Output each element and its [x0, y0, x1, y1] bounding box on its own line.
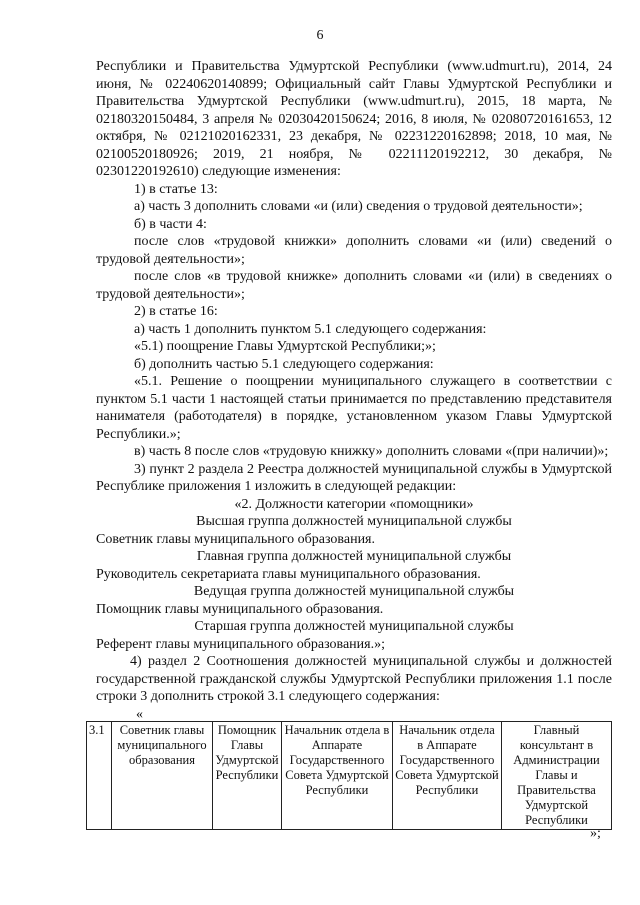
paragraph: 4) раздел 2 Соотношения должностей муниципальной службы и должностей государственной гражданской службы Удмуртской Республики приложения 1.1 после строки 3 дополнить строкой 3.1 следующего содержания:	[96, 654, 612, 704]
paragraph: а) часть 3 дополнить словами «и (или) сведения о трудовой деятельности»;	[134, 199, 583, 214]
paragraph: после слов «в трудовой книжке» дополнить словами «и (или) в сведениях о трудовой деятельности»;	[96, 269, 612, 302]
document-body	[96, 58, 612, 723]
paragraph: а) часть 1 дополнить пунктом 5.1 следующего содержания:	[134, 321, 487, 337]
position-line: Советник главы муниципального образования.	[96, 531, 375, 547]
table-cell: Начальник отдела в Аппарате Государственного Совета Удмуртской Республики	[393, 722, 502, 830]
position-line: Руководитель секретариата главы муниципального образования.	[96, 566, 481, 582]
insertion-table	[86, 721, 612, 830]
group-heading: Высшая группа должностей муниципальной службы	[196, 514, 512, 529]
paragraph: «5.1. Решение о поощрении муниципального служащего в соответствии с пунктом 5.1 части 1 настоящей статьи принимается по представлению представителя нанимателя (работодателя) в порядке, установленном указом Главы Удмуртской Республики.»;	[96, 374, 612, 442]
paragraph: 1) в статье 13:	[134, 181, 218, 197]
table-cell: Помощник Главы Удмуртской Республики	[213, 722, 282, 830]
table-cell: Начальник отдела в Аппарате Государственного Совета Удмуртской Республики	[282, 722, 393, 830]
section-heading: «2. Должности категории «помощники»	[234, 496, 474, 512]
opening-quote: «	[136, 706, 143, 722]
group-heading: Старшая группа должностей муниципальной службы	[194, 619, 514, 634]
table-cell: Главный консультант в Администрации Главы и Правительства Удмуртской Республики	[502, 722, 612, 830]
paragraph: б) в части 4:	[134, 216, 207, 232]
table-cell: 3.1	[87, 722, 112, 830]
closing-quote: »;	[590, 826, 601, 841]
paragraph: б) дополнить частью 5.1 следующего содержания:	[134, 356, 434, 372]
paragraph: «5.1) поощрение Главы Удмуртской Республики;»;	[134, 339, 436, 354]
paragraph: 2) в статье 16:	[134, 304, 218, 319]
paragraph: после слов «трудовой книжки» дополнить словами «и (или) сведений о трудовой деятельности»;	[96, 234, 612, 267]
table-row	[87, 722, 612, 830]
table-cell: Советник главы муниципального образования	[112, 722, 213, 830]
position-line: Помощник главы муниципального образования.	[96, 601, 384, 617]
page-number: 6	[316, 28, 324, 43]
paragraph: 3) пункт 2 раздела 2 Реестра должностей муниципальной службы в Удмуртской Республике приложения 1 изложить в следующей редакции:	[96, 461, 612, 494]
group-heading: Главная группа должностей муниципальной службы	[196, 549, 512, 564]
position-line: Референт главы муниципального образования.»;	[96, 636, 385, 652]
group-heading: Ведущая группа должностей муниципальной службы	[193, 584, 515, 599]
paragraph: Республики и Правительства Удмуртской Республики (www.udmurt.ru), 2014, 24 июня, № 02240620140899; Официальный сайт Главы Удмуртской Республики и Правительства Удмуртской Республики (www.udmurt.ru), 2015, 18 марта, № 02180320150484, 3 апреля № 02030420150624; 2016, 8 июля, № 02080720161653, 12 октября, № 02121020162331, 23 декабря, № 02231220162898; 2018, 10 мая, № 02100520180926; 2019, 21 ноября, № 02211120192212, 30 декабря, № 02301220192610) следующие изменения:	[96, 59, 612, 179]
paragraph: в) часть 8 после слов «трудовую книжку» дополнить словами «(при наличии)»;	[134, 444, 609, 459]
